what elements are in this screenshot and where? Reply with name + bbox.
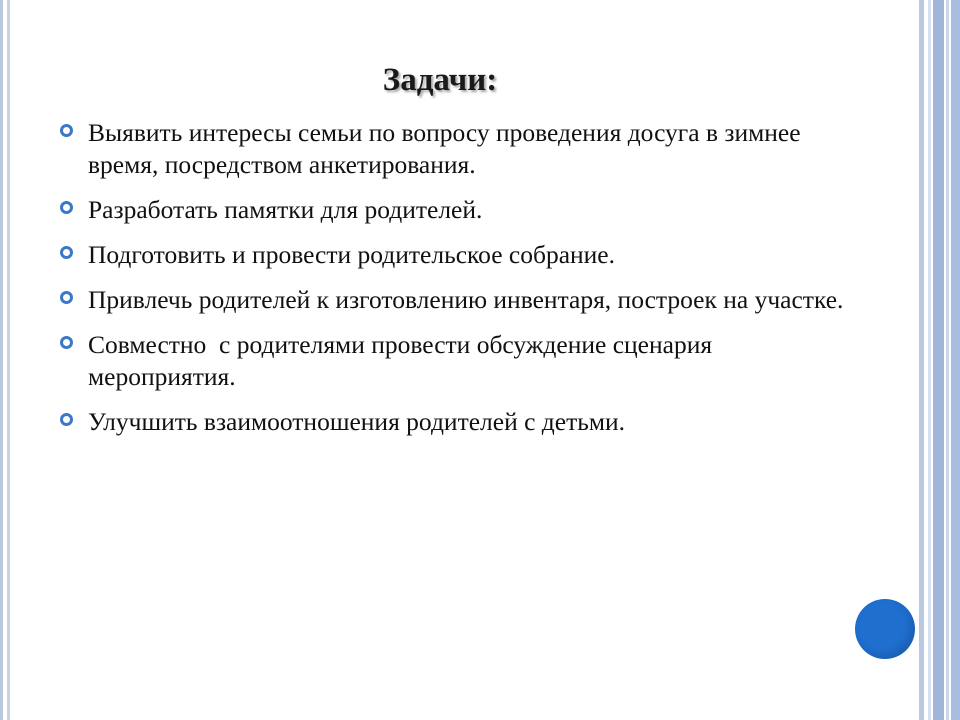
ring-bullet-icon [60, 291, 73, 304]
list-item-text: Подготовить и провести родительское собрание. [88, 240, 615, 269]
list-item [60, 194, 860, 226]
ring-bullet-icon [60, 336, 73, 349]
ring-bullet-icon [60, 201, 73, 214]
slide-title-text: Задачи: [382, 62, 498, 98]
list-item [60, 329, 860, 393]
right-border-bar [933, 0, 944, 720]
right-border-bar [946, 0, 949, 720]
left-border-bar [0, 0, 3, 720]
left-border-bar [7, 0, 10, 720]
list-item [60, 406, 860, 438]
right-border-bar [951, 0, 960, 720]
slide-title [0, 62, 880, 99]
ring-bullet-icon [60, 246, 73, 259]
list-item [60, 239, 860, 271]
list-item [60, 117, 860, 181]
list-item [60, 284, 860, 316]
list-item-text: Разработать памятки для родителей. [88, 195, 483, 224]
list-item-text: Совместно с родителями провести обсуждение сценария мероприятия. [88, 330, 719, 391]
list-item-text: Привлечь родителей к изготовлению инвентаря, построек на участке. [88, 285, 844, 314]
right-border-bar [919, 0, 924, 720]
ring-bullet-icon [60, 413, 73, 426]
list-item-text: Улучшить взаимоотношения родителей с детьми. [88, 407, 626, 436]
ring-bullet-icon [60, 124, 73, 137]
right-border-bar [928, 0, 931, 720]
list-item-text: Выявить интересы семьи по вопросу проведения досуга в зимнее время, посредством анкетирования. [88, 118, 801, 179]
blue-circle-icon [855, 599, 915, 659]
task-list [60, 117, 860, 451]
